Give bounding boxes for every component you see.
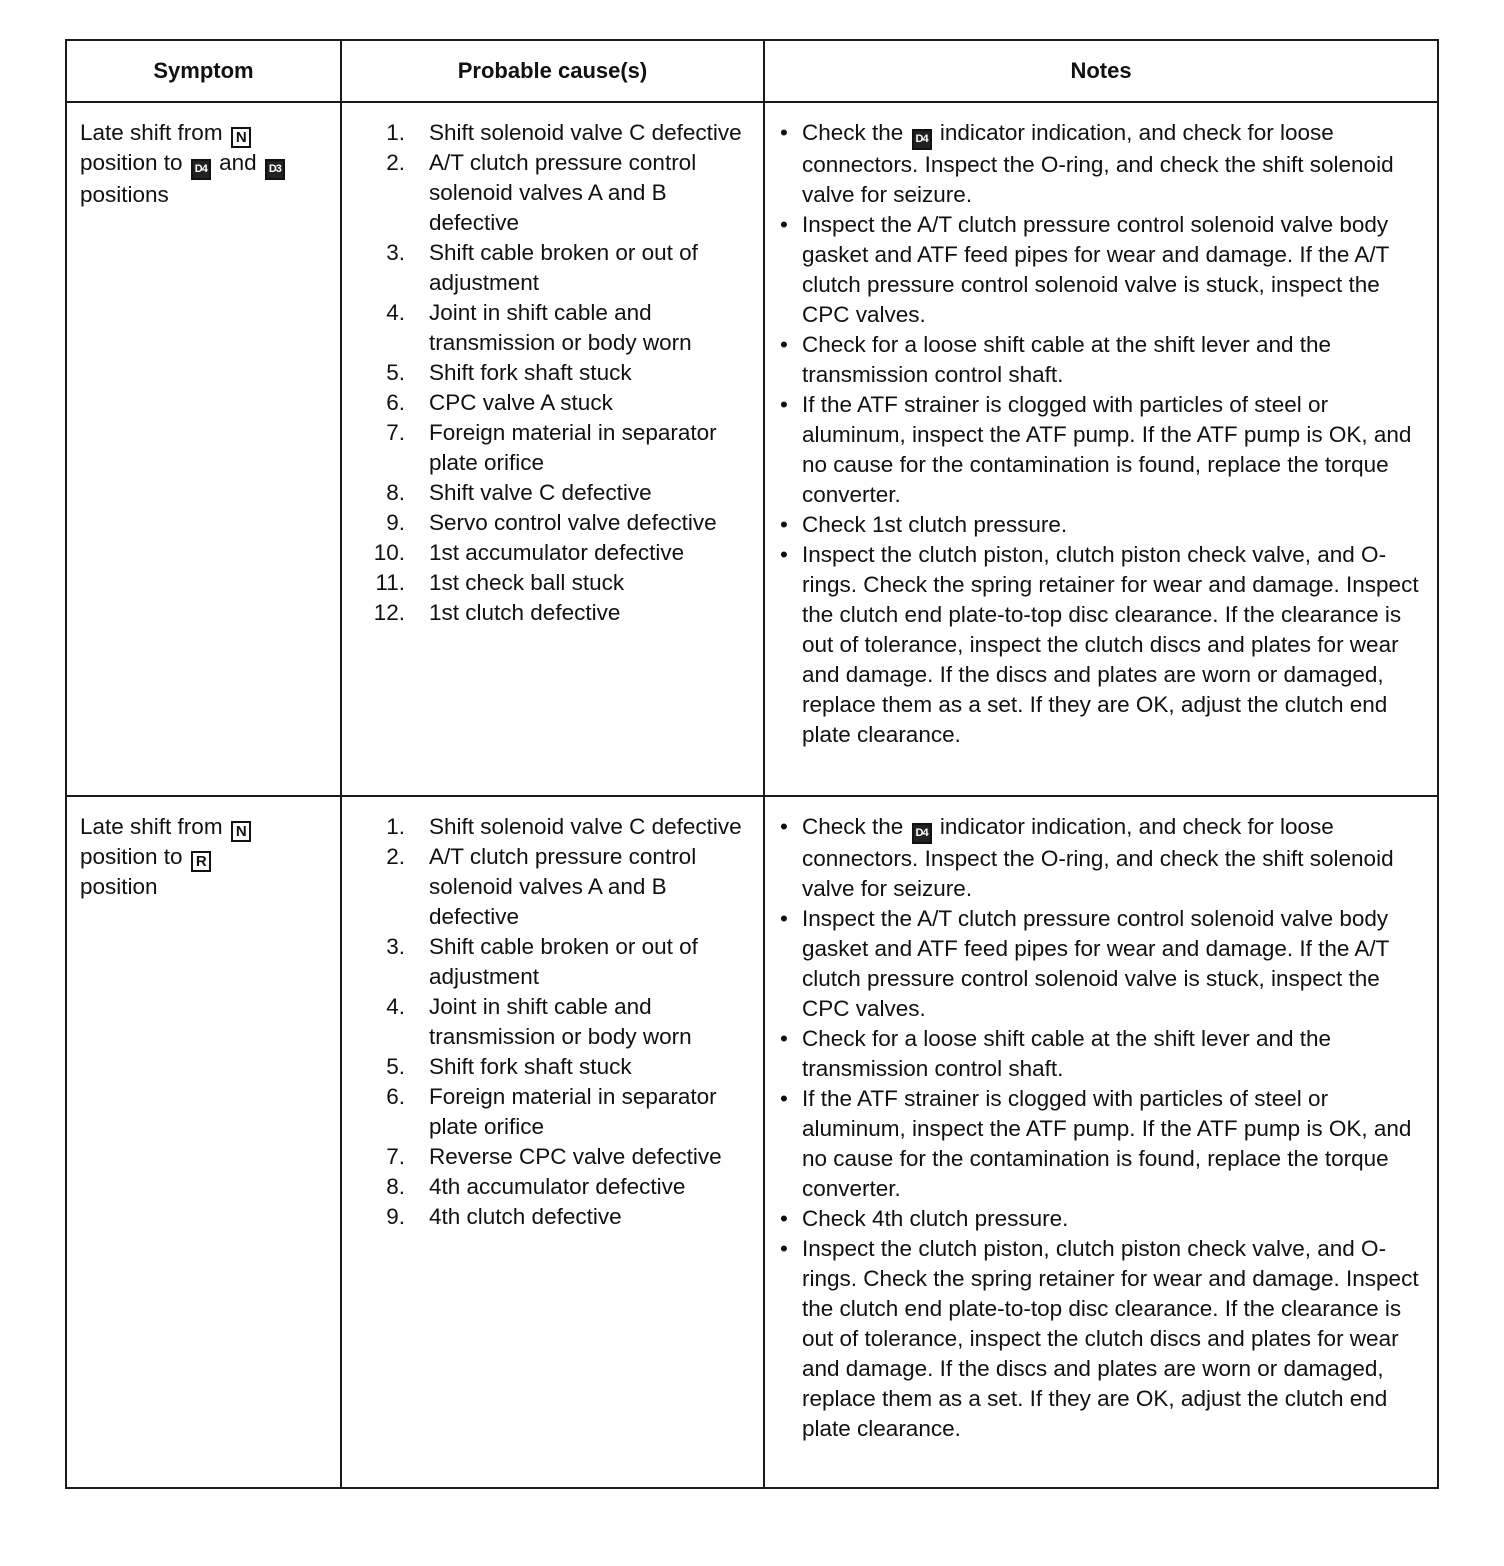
cause-text: Shift cable broken or out of adjustment bbox=[429, 934, 698, 989]
cause-text: A/T clutch pressure control solenoid valves A and B defective bbox=[429, 844, 697, 929]
note-text bbox=[802, 510, 1432, 540]
cause-text: 4th accumulator defective bbox=[429, 1174, 686, 1199]
symptom-text: Late shift from bbox=[80, 814, 229, 839]
notes-cell bbox=[764, 796, 1438, 1488]
bullet-icon: • bbox=[780, 1026, 788, 1051]
list-item bbox=[343, 1172, 762, 1202]
notes-list bbox=[766, 118, 1436, 750]
cause-text: 4th clutch defective bbox=[429, 1204, 622, 1229]
note-text bbox=[802, 812, 1432, 904]
note-text bbox=[802, 904, 1432, 1024]
list-item bbox=[343, 598, 762, 628]
cause-text: A/T clutch pressure control solenoid valves A and B defective bbox=[429, 150, 697, 235]
note-text bbox=[802, 390, 1432, 510]
cause-number: 11. bbox=[375, 570, 405, 595]
cause-number: 5. bbox=[386, 360, 405, 385]
cause-text: Joint in shift cable and transmission or body worn bbox=[429, 994, 692, 1049]
causes-list bbox=[343, 118, 762, 628]
cause-number: 7. bbox=[386, 1144, 405, 1169]
note-text-body: indicator indication, and check for loose connectors. Inspect the O-ring, and check the shift solenoid valve for seizure. bbox=[802, 120, 1394, 207]
list-item bbox=[780, 1204, 1432, 1234]
troubleshooting-table bbox=[65, 39, 1439, 1489]
position-indicator-icon: N bbox=[231, 127, 251, 148]
list-item bbox=[343, 1142, 762, 1172]
bullet-icon: • bbox=[780, 1206, 788, 1231]
list-item bbox=[343, 298, 762, 358]
note-text-body: If the ATF strainer is clogged with particles of steel or aluminum, inspect the ATF pump. If the ATF pump is OK, and no cause for the contamination is found, replace the torque converter. bbox=[802, 392, 1412, 507]
cause-text: 1st check ball stuck bbox=[429, 570, 625, 595]
bullet-icon: • bbox=[780, 814, 788, 839]
list-item bbox=[780, 812, 1432, 904]
note-text-body: Check 1st clutch pressure. bbox=[802, 512, 1068, 537]
symptom-line bbox=[80, 118, 333, 148]
symptom-line bbox=[80, 872, 333, 902]
note-text-body: Check for a loose shift cable at the shift lever and the transmission control shaft. bbox=[802, 332, 1332, 387]
note-text bbox=[802, 210, 1432, 330]
symptom-line bbox=[80, 812, 333, 842]
note-text bbox=[802, 1234, 1432, 1444]
list-item bbox=[343, 478, 762, 508]
cause-number: 10. bbox=[373, 540, 405, 565]
table-row bbox=[66, 102, 1438, 796]
cause-text: Shift cable broken or out of adjustment bbox=[429, 240, 698, 295]
cause-text: Joint in shift cable and transmission or body worn bbox=[429, 300, 692, 355]
bullet-icon: • bbox=[780, 332, 788, 357]
note-text-body: Check for a loose shift cable at the shift lever and the transmission control shaft. bbox=[802, 1026, 1332, 1081]
cause-text: Shift fork shaft stuck bbox=[429, 360, 632, 385]
list-item bbox=[343, 992, 762, 1052]
header-symptom: Symptom bbox=[66, 40, 341, 102]
symptom-text: position to bbox=[80, 150, 189, 175]
cause-number: 8. bbox=[386, 480, 405, 505]
cause-number: 5. bbox=[386, 1054, 405, 1079]
cause-number: 8. bbox=[386, 1174, 405, 1199]
causes-list bbox=[343, 812, 762, 1232]
note-text-body: Inspect the clutch piston, clutch piston check valve, and O-rings. Check the spring retainer for wear and damage. Inspect the clutch end plate-to-top disc clearance. If the clearance is out of tolerance, inspect the clutch discs and plates for wear and damage. If the discs and plates are worn or damaged, replace them as a set. If they are OK, adjust the clutch end plate clearance. bbox=[802, 1236, 1419, 1441]
cause-text: Foreign material in separator plate orifice bbox=[429, 1084, 717, 1139]
bullet-icon: • bbox=[780, 1236, 788, 1261]
cause-number: 6. bbox=[386, 1084, 405, 1109]
bullet-icon: • bbox=[780, 1086, 788, 1111]
cause-text: Shift solenoid valve C defective bbox=[429, 120, 742, 145]
symptom-cell bbox=[66, 796, 341, 1488]
list-item bbox=[780, 540, 1432, 750]
cause-text: Shift valve C defective bbox=[429, 480, 652, 505]
position-indicator-icon: D4 bbox=[912, 823, 932, 844]
cause-text: 1st clutch defective bbox=[429, 600, 621, 625]
cause-number: 7. bbox=[386, 420, 405, 445]
list-item bbox=[343, 812, 762, 842]
list-item bbox=[343, 568, 762, 598]
symptom-text: and bbox=[212, 150, 263, 175]
cause-text: Shift fork shaft stuck bbox=[429, 1054, 632, 1079]
cause-number: 9. bbox=[386, 510, 405, 535]
cause-number: 1. bbox=[386, 814, 405, 839]
position-indicator-icon: D4 bbox=[912, 129, 932, 150]
list-item bbox=[780, 1024, 1432, 1084]
cause-number: 9. bbox=[386, 1204, 405, 1229]
symptom-text: position bbox=[80, 874, 158, 899]
list-item bbox=[780, 118, 1432, 210]
list-item bbox=[343, 1202, 762, 1232]
note-text-prefix: Check the bbox=[802, 814, 910, 839]
header-probable-causes: Probable cause(s) bbox=[341, 40, 764, 102]
list-item bbox=[343, 118, 762, 148]
list-item bbox=[780, 330, 1432, 390]
note-text-body: Inspect the clutch piston, clutch piston check valve, and O-rings. Check the spring retainer for wear and damage. Inspect the clutch end plate-to-top disc clearance. If the clearance is out of tolerance, inspect the clutch discs and plates for wear and damage. If the discs and plates are worn or damaged, replace them as a set. If they are OK, adjust the clutch end plate clearance. bbox=[802, 542, 1419, 747]
symptom-line bbox=[80, 180, 333, 210]
list-item bbox=[780, 210, 1432, 330]
position-indicator-icon: R bbox=[191, 851, 211, 872]
cause-number: 12. bbox=[373, 600, 405, 625]
notes-cell bbox=[764, 102, 1438, 796]
probable-causes-cell bbox=[341, 102, 764, 796]
table-row bbox=[66, 796, 1438, 1488]
symptom-text: Late shift from bbox=[80, 120, 229, 145]
cause-number: 4. bbox=[386, 300, 405, 325]
note-text-body: indicator indication, and check for loose connectors. Inspect the O-ring, and check the shift solenoid valve for seizure. bbox=[802, 814, 1394, 901]
cause-number: 2. bbox=[386, 150, 405, 175]
note-text bbox=[802, 1024, 1432, 1084]
list-item bbox=[343, 148, 762, 238]
bullet-icon: • bbox=[780, 392, 788, 417]
position-indicator-icon: D4 bbox=[191, 159, 211, 180]
position-indicator-icon: N bbox=[231, 821, 251, 842]
list-item bbox=[343, 238, 762, 298]
symptom-line bbox=[80, 148, 333, 180]
list-item bbox=[343, 842, 762, 932]
list-item bbox=[780, 904, 1432, 1024]
list-item bbox=[780, 1084, 1432, 1204]
bullet-icon: • bbox=[780, 542, 788, 567]
bullet-icon: • bbox=[780, 512, 788, 537]
symptom-text: position to bbox=[80, 844, 189, 869]
cause-text: Reverse CPC valve defective bbox=[429, 1144, 722, 1169]
cause-number: 4. bbox=[386, 994, 405, 1019]
note-text bbox=[802, 1204, 1432, 1234]
note-text bbox=[802, 330, 1432, 390]
list-item bbox=[343, 508, 762, 538]
note-text bbox=[802, 1084, 1432, 1204]
symptom-text: positions bbox=[80, 182, 169, 207]
list-item bbox=[343, 1082, 762, 1142]
symptom-line bbox=[80, 842, 333, 872]
note-text-body: If the ATF strainer is clogged with particles of steel or aluminum, inspect the ATF pump. If the ATF pump is OK, and no cause for the contamination is found, replace the torque converter. bbox=[802, 1086, 1412, 1201]
cause-number: 6. bbox=[386, 390, 405, 415]
list-item bbox=[780, 510, 1432, 540]
symptom-cell bbox=[66, 102, 341, 796]
position-indicator-icon: D3 bbox=[265, 159, 285, 180]
note-text-body: Inspect the A/T clutch pressure control solenoid valve body gasket and ATF feed pipes for wear and damage. If the A/T clutch pressure control solenoid valve is stuck, inspect the CPC valves. bbox=[802, 212, 1390, 327]
cause-text: Foreign material in separator plate orifice bbox=[429, 420, 717, 475]
cause-number: 3. bbox=[386, 240, 405, 265]
cause-text: Shift solenoid valve C defective bbox=[429, 814, 742, 839]
header-row bbox=[66, 40, 1438, 102]
cause-number: 2. bbox=[386, 844, 405, 869]
note-text bbox=[802, 540, 1432, 750]
note-text-body: Inspect the A/T clutch pressure control solenoid valve body gasket and ATF feed pipes for wear and damage. If the A/T clutch pressure control solenoid valve is stuck, inspect the CPC valves. bbox=[802, 906, 1390, 1021]
list-item bbox=[343, 1052, 762, 1082]
header-notes: Notes bbox=[764, 40, 1438, 102]
bullet-icon: • bbox=[780, 120, 788, 145]
list-item bbox=[343, 358, 762, 388]
notes-list bbox=[766, 812, 1436, 1444]
cause-text: 1st accumulator defective bbox=[429, 540, 685, 565]
bullet-icon: • bbox=[780, 906, 788, 931]
list-item bbox=[780, 1234, 1432, 1444]
note-text-prefix: Check the bbox=[802, 120, 910, 145]
list-item bbox=[343, 538, 762, 568]
cause-text: CPC valve A stuck bbox=[429, 390, 613, 415]
list-item bbox=[780, 390, 1432, 510]
cause-number: 3. bbox=[386, 934, 405, 959]
cause-number: 1. bbox=[386, 120, 405, 145]
note-text bbox=[802, 118, 1432, 210]
cause-text: Servo control valve defective bbox=[429, 510, 717, 535]
probable-causes-cell bbox=[341, 796, 764, 1488]
list-item bbox=[343, 388, 762, 418]
bullet-icon: • bbox=[780, 212, 788, 237]
note-text-body: Check 4th clutch pressure. bbox=[802, 1206, 1069, 1231]
list-item bbox=[343, 932, 762, 992]
list-item bbox=[343, 418, 762, 478]
